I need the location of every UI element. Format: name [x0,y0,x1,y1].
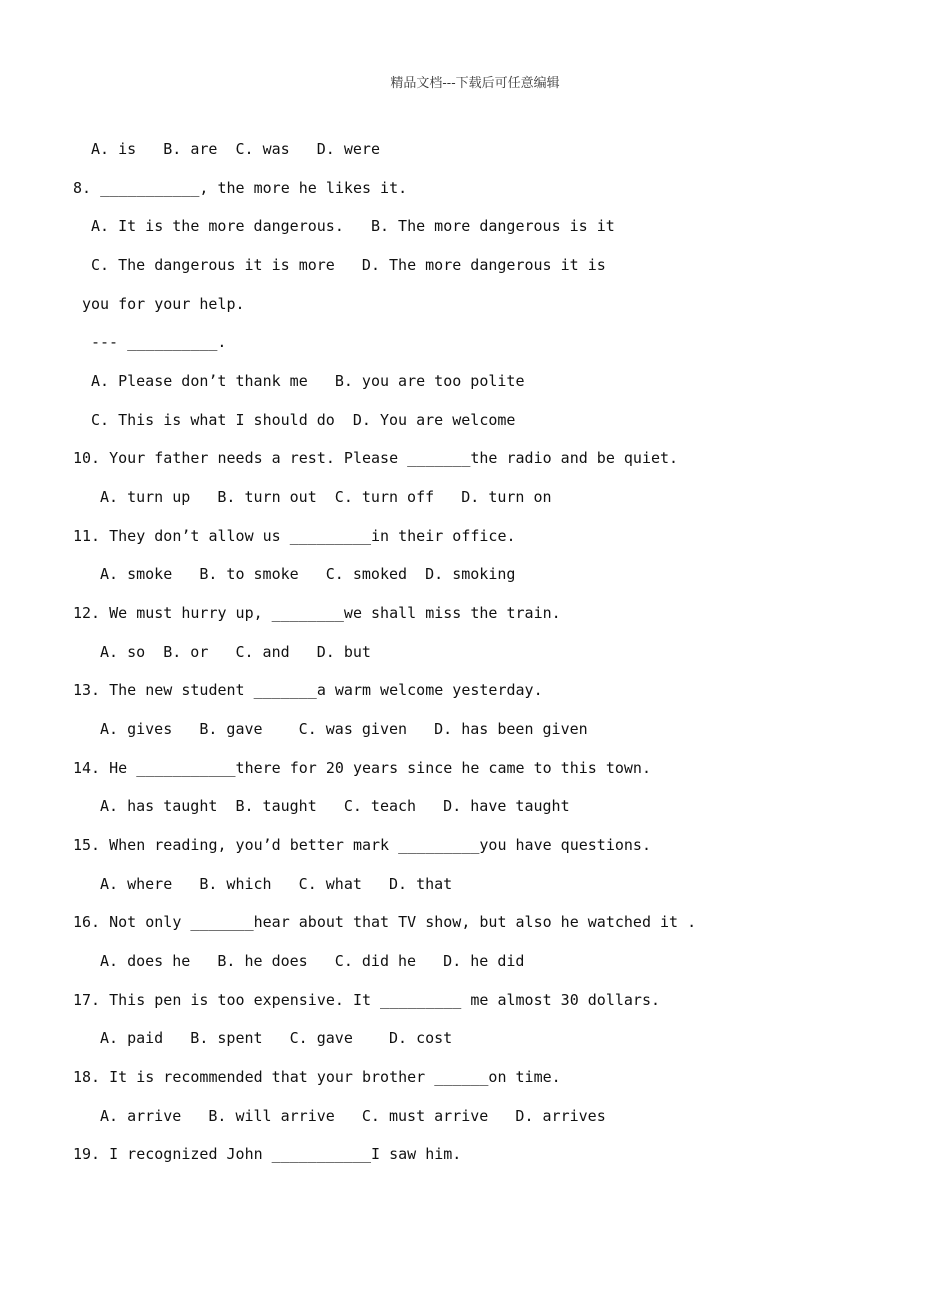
options-line: A. smoke B. to smoke C. smoked D. smoking [100,565,516,583]
options-line: A. Please don’t thank me B. you are too polite [91,372,525,390]
options-line: A. does he B. he does C. did he D. he did [100,952,525,970]
question-line: 10. Your father needs a rest. Please _______the radio and be quiet. [73,449,679,467]
question-line: 14. He ___________there for 20 years since he came to this town. [73,759,651,777]
page-header: 精品文档---下载后可任意编辑 [390,76,560,91]
question-line: 11. They don’t allow us _________in their office. [73,527,516,545]
question-line: 15. When reading, you’d better mark _________you have questions. [73,836,651,854]
options-line: A. arrive B. will arrive C. must arrive D. arrives [100,1107,606,1125]
question-line: 13. The new student _______a warm welcome yesterday. [73,681,543,699]
options-line: A. It is the more dangerous. B. The more dangerous is it [91,217,615,235]
question-line: 19. I recognized John ___________I saw him. [73,1145,462,1163]
options-line: A. turn up B. turn out C. turn off D. turn on [100,488,552,506]
options-line: A. has taught B. taught C. teach D. have taught [100,797,570,815]
question-line: 17. This pen is too expensive. It _________ me almost 30 dollars. [73,991,660,1009]
options-line: A. where B. which C. what D. that [100,875,453,893]
question-line: you for your help. [82,295,245,313]
question-line: 18. It is recommended that your brother ______on time. [73,1068,561,1086]
options-line: A. paid B. spent C. gave D. cost [100,1029,453,1047]
question-line: 12. We must hurry up, ________we shall miss the train. [73,604,561,622]
options-line: A. is B. are C. was D. were [91,140,380,158]
options-line: A. so B. or C. and D. but [100,643,371,661]
answer-blank-line: --- __________. [91,333,227,351]
question-line: 16. Not only _______hear about that TV show, but also he watched it . [73,913,697,931]
options-line: C. The dangerous it is more D. The more dangerous it is [91,256,606,274]
options-line: C. This is what I should do D. You are welcome [91,411,516,429]
options-line: A. gives B. gave C. was given D. has been given [100,720,588,738]
question-line: 8. ___________, the more he likes it. [73,179,408,197]
